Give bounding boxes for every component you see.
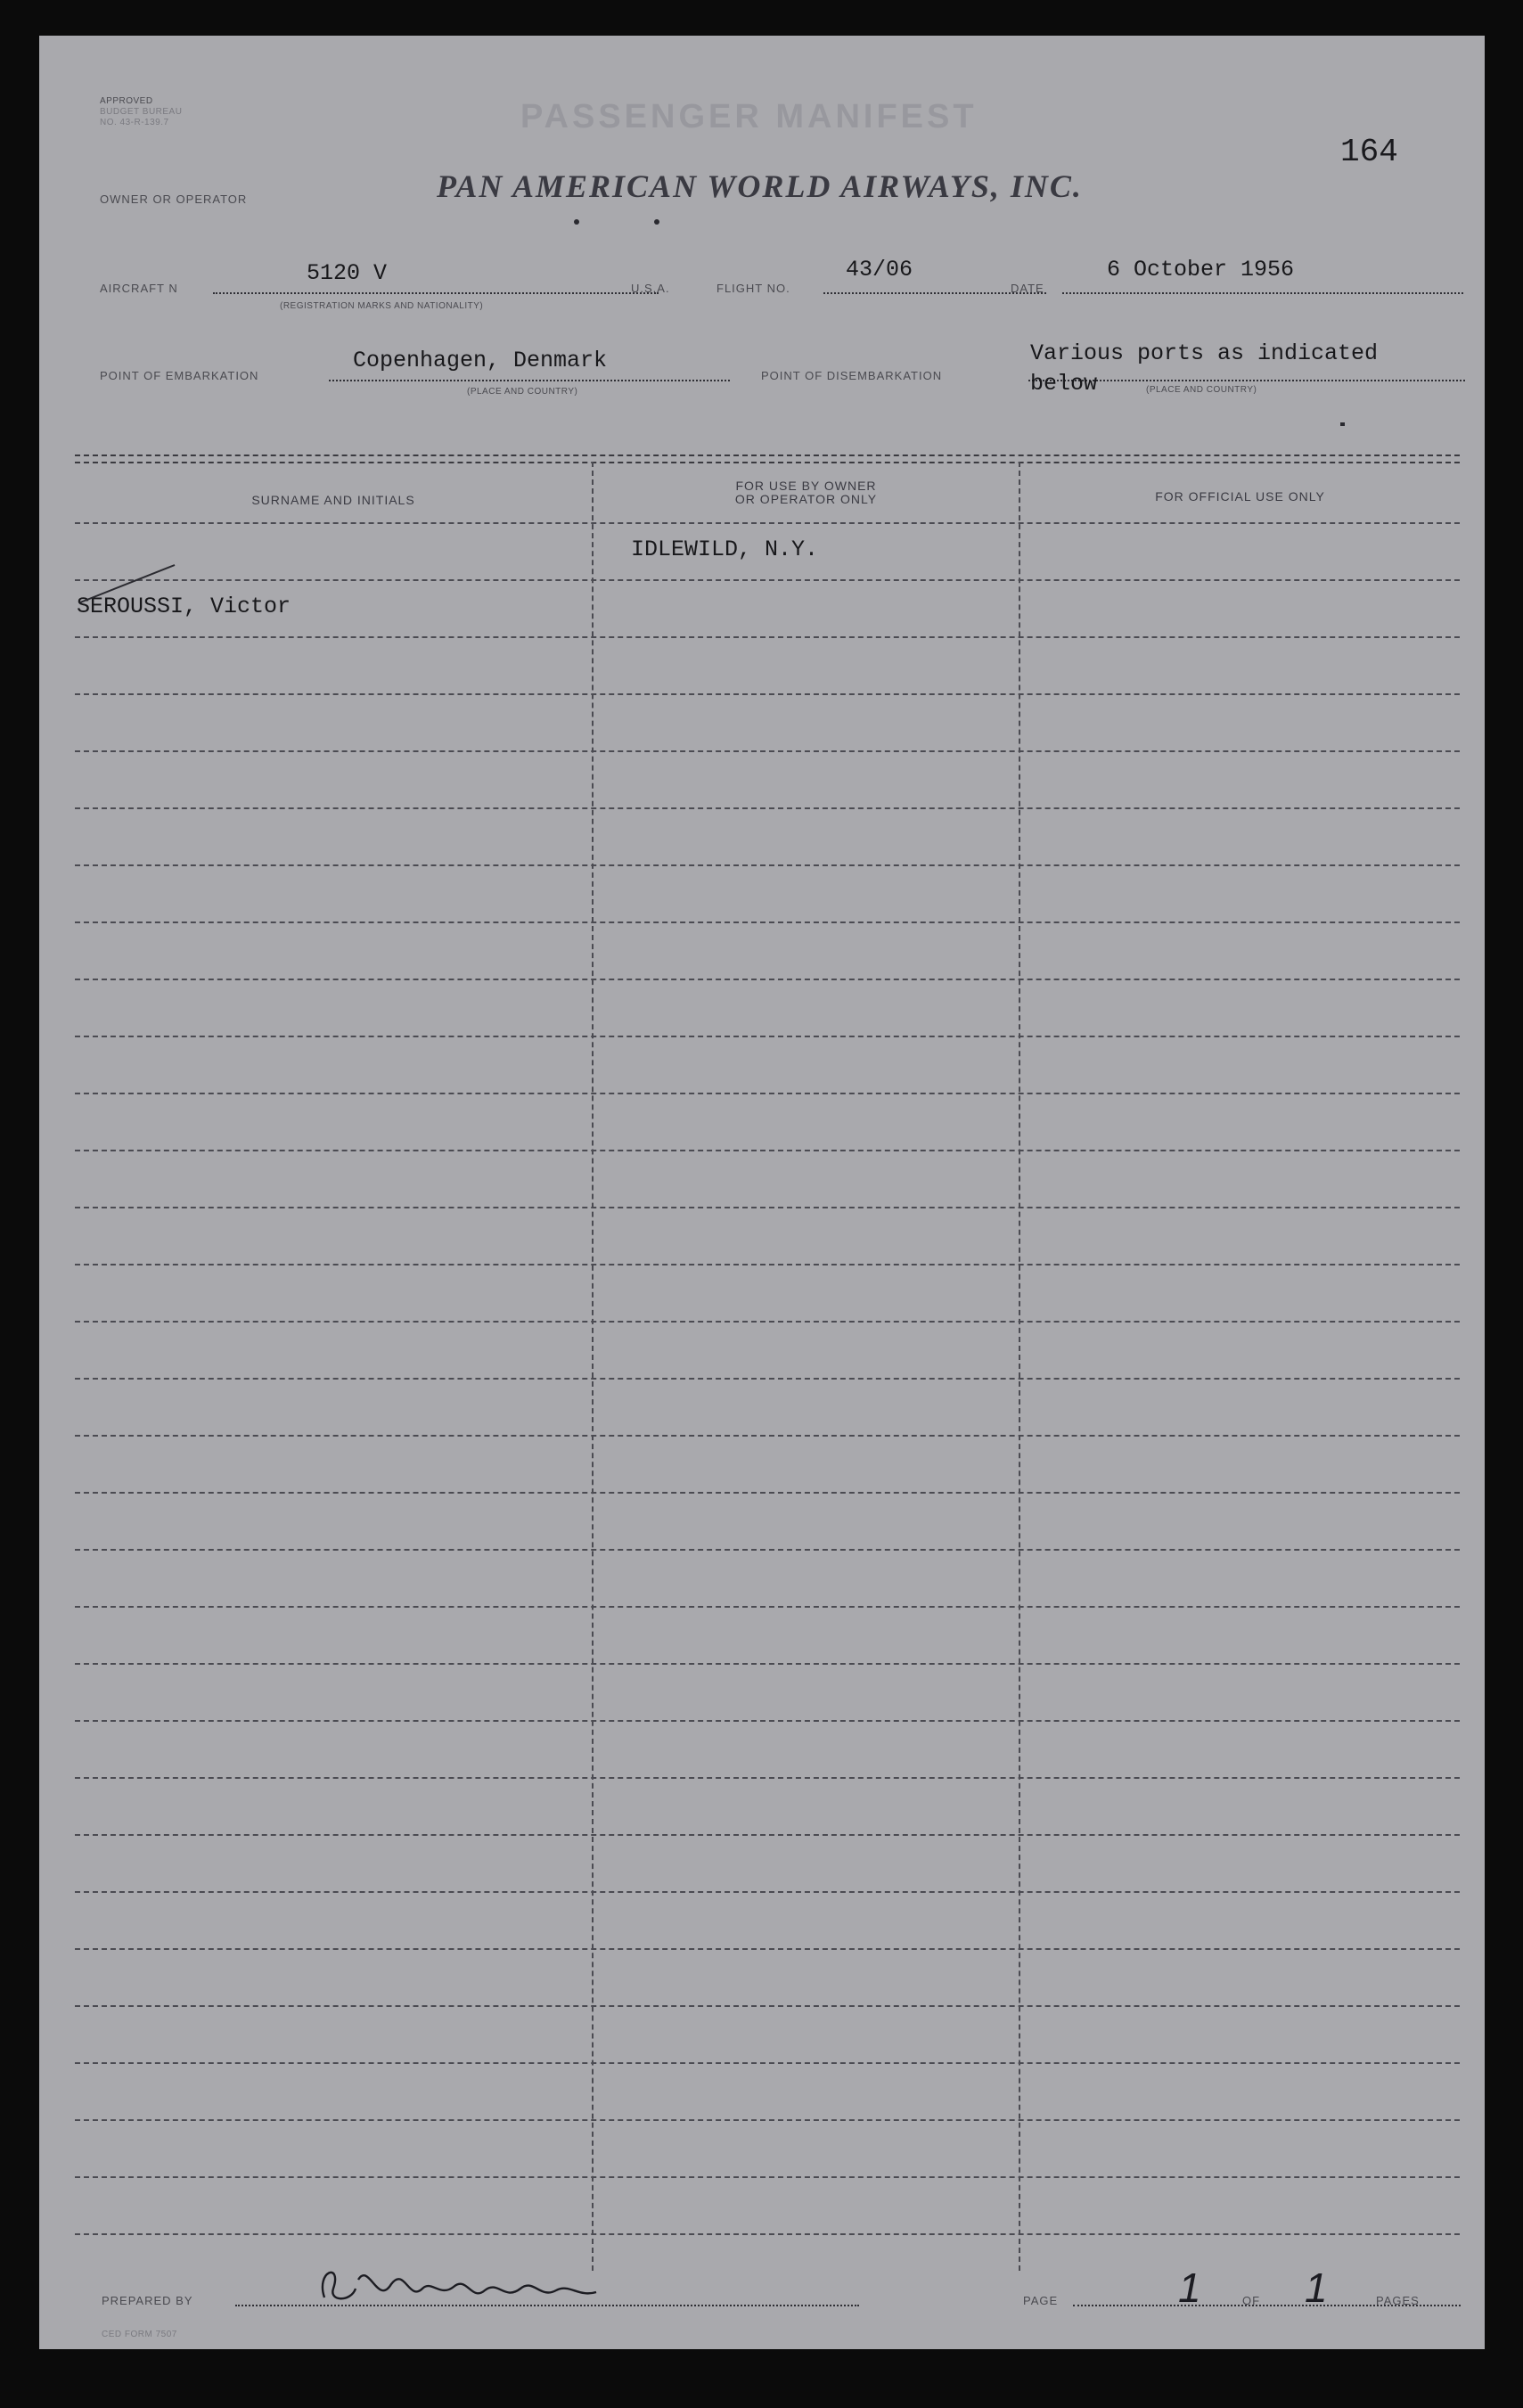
table-row-rule (75, 864, 1460, 866)
destination-entry: IDLEWILD, N.Y. (631, 536, 819, 562)
table-row-rule (75, 1663, 1460, 1665)
approval-line-2: BUDGET BUREAU (100, 107, 183, 117)
table-row-rule (75, 1891, 1460, 1893)
column-header-owner-line-1: FOR USE BY OWNER (735, 479, 877, 493)
table-row-rule (75, 1264, 1460, 1265)
disembarkation-sublabel: (PLACE AND COUNTRY) (1146, 385, 1257, 395)
flight-label: FLIGHT NO. (716, 282, 790, 295)
ink-dot (654, 219, 659, 225)
of-label: OF (1242, 2294, 1261, 2307)
table-row-rule (75, 750, 1460, 752)
table-row-rule (75, 1378, 1460, 1380)
table-row-rule (75, 1948, 1460, 1950)
aircraft-sublabel: (REGISTRATION MARKS AND NATIONALITY) (280, 301, 484, 311)
column-divider (592, 462, 594, 2271)
usa-label: U.S.A. (631, 282, 670, 295)
table-row-rule (75, 921, 1460, 923)
disembarkation-label: POINT OF DISEMBARKATION (761, 369, 943, 382)
table-row-rule (75, 1435, 1460, 1437)
table-row-rule (75, 522, 1460, 524)
table-row-rule (75, 807, 1460, 809)
of-value: 1 (1305, 2265, 1328, 2311)
embarkation-label: POINT OF EMBARKATION (100, 369, 259, 382)
page-number: 164 (1340, 134, 1398, 170)
check-mark-icon (75, 561, 182, 606)
aircraft-label: AIRCRAFT N (100, 282, 178, 295)
date-label: DATE (1011, 282, 1044, 295)
form-title: PASSENGER MANIFEST (520, 98, 978, 135)
signature (307, 2253, 627, 2317)
form-note: CED FORM 7507 (102, 2330, 177, 2339)
table-row-rule (75, 1207, 1460, 1208)
table-row-rule (75, 2119, 1460, 2121)
aircraft-line (213, 292, 659, 294)
ink-dot (1340, 422, 1345, 426)
page-value: 1 (1178, 2265, 1201, 2311)
table-row-rule (75, 1606, 1460, 1608)
approval-block (100, 96, 182, 128)
flight-value: 43/06 (846, 257, 913, 283)
embarkation-sublabel: (PLACE AND COUNTRY) (467, 387, 578, 397)
manifest-sheet (39, 36, 1485, 2349)
table-row-rule (75, 693, 1460, 695)
table-row-rule (75, 1777, 1460, 1779)
table-row-rule (75, 2062, 1460, 2064)
table-row-rule (75, 1492, 1460, 1494)
passenger-entry: SEROUSSI, Victor (77, 594, 291, 619)
table-row-rule (75, 1321, 1460, 1323)
aircraft-value: 5120 V (307, 260, 388, 286)
column-divider (1019, 462, 1020, 2271)
table-row-rule (75, 1036, 1460, 1037)
owner-label: OWNER OR OPERATOR (100, 192, 248, 206)
approval-line-1: APPROVED (100, 96, 153, 106)
table-row-rule (75, 2176, 1460, 2178)
column-header-surname: SURNAME AND INITIALS (251, 493, 415, 507)
embarkation-line (329, 380, 730, 381)
operator-stamp: PAN AMERICAN WORLD AIRWAYS, INC. (437, 168, 1083, 204)
embarkation-value: Copenhagen, Denmark (353, 348, 608, 373)
ink-dot (574, 219, 579, 225)
date-line (1062, 292, 1463, 294)
pages-label: PAGES (1376, 2294, 1420, 2307)
table-row-rule (75, 579, 1460, 581)
column-header-owner-line-2: OR OPERATOR ONLY (734, 492, 878, 506)
column-header-owner-use (594, 479, 1019, 506)
table-row-rule (75, 2005, 1460, 2007)
date-value: 6 October 1956 (1107, 257, 1295, 283)
table-row-rule (75, 1834, 1460, 1836)
table-top-rule (75, 455, 1460, 456)
disembarkation-value-2: below (1030, 371, 1098, 397)
table-top-rule (75, 462, 1460, 463)
page-label: PAGE (1023, 2294, 1059, 2307)
table-row-rule (75, 2233, 1460, 2235)
prepared-label: PREPARED BY (102, 2294, 193, 2307)
approval-line-3: NO. 43-R-139.7 (100, 118, 169, 127)
table-row-rule (75, 979, 1460, 980)
table-row-rule (75, 1720, 1460, 1722)
disembarkation-value-1: Various ports as indicated (1030, 340, 1379, 366)
table-row-rule (75, 1150, 1460, 1151)
table-row-rule (75, 1093, 1460, 1094)
column-header-official-use: FOR OFFICIAL USE ONLY (1155, 489, 1325, 504)
table-row-rule (75, 1549, 1460, 1551)
table-row-rule (75, 636, 1460, 638)
